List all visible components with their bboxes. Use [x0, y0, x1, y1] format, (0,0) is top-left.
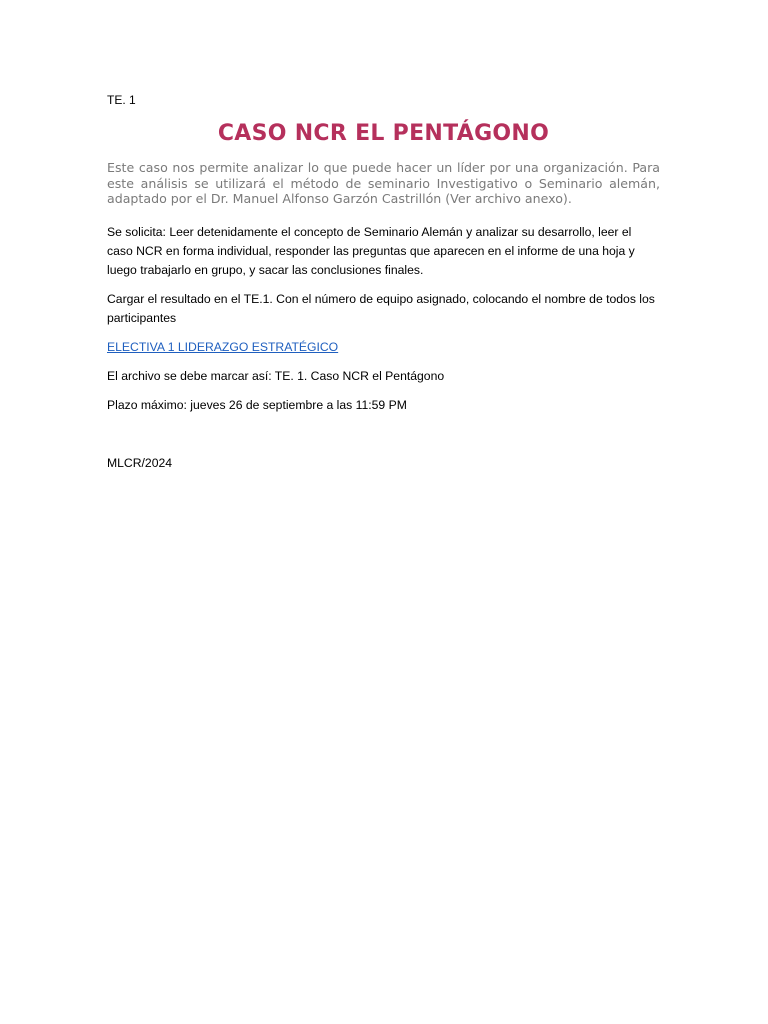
instructions-paragraph: Se solicita: Leer detenidamente el concepto de Seminario Alemán y analizar su desarrollo, leer el caso NCR en forma individual, responder las preguntas que aparecen en el informe de una hoja y luego trabajarlo en grupo, y sacar las conclusiones finales. [107, 225, 635, 277]
document-code: TE. 1 [107, 93, 136, 107]
deadline-paragraph: Plazo máximo: jueves 26 de septiembre a las 11:59 PM [107, 398, 407, 412]
signature: MLCR/2024 [107, 456, 173, 470]
course-link-paragraph [107, 338, 660, 357]
document-title: CASO NCR EL PENTÁGONO [217, 121, 550, 146]
course-link[interactable]: ELECTIVA 1 LIDERAZGO ESTRATÉGICO [107, 340, 339, 354]
upload-paragraph: Cargar el resultado en el TE.1. Con el número de equipo asignado, colocando el nombre de todos los participantes [107, 292, 655, 325]
intro-paragraph: Este caso nos permite analizar lo que puede hacer un líder por una organización. Para este análisis se utilizará el método de seminario Investigativo o Seminario alemán, adaptado por el Dr. Manuel Alfonso Garzón Castrillón (Ver archivo anexo). [107, 160, 660, 207]
file-naming-paragraph: El archivo se debe marcar así: TE. 1. Caso NCR el Pentágono [107, 369, 445, 383]
